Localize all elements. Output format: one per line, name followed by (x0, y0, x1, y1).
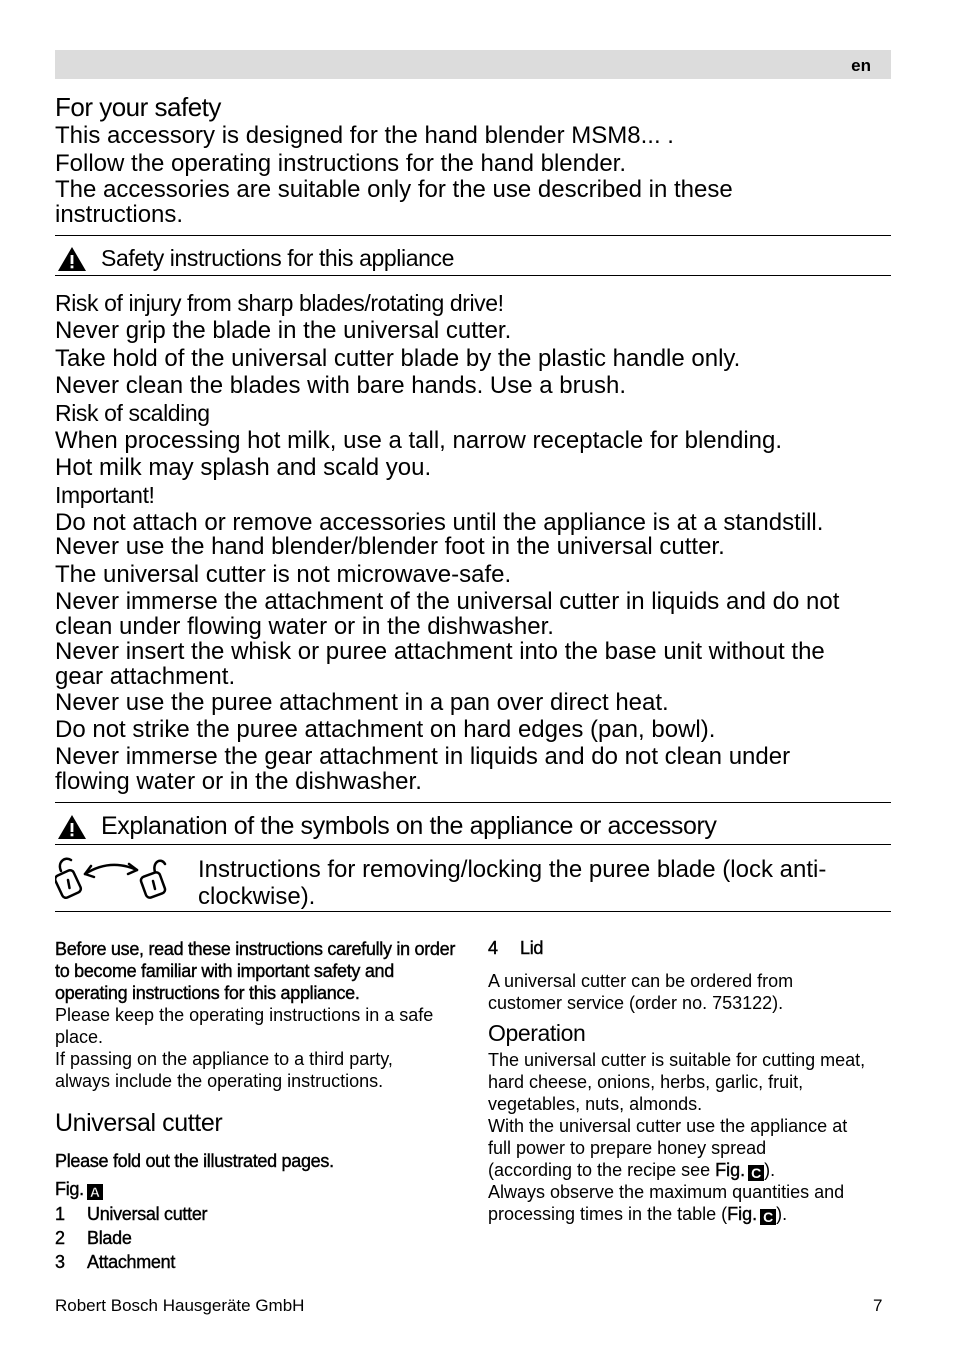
important-line: The universal cutter is not microwave-safe. (55, 561, 512, 588)
risk-blades-line: Never clean the blades with bare hands. Use a brush. (55, 372, 626, 399)
warning-icon (57, 246, 87, 272)
divider (55, 844, 891, 845)
operation-title: Operation (488, 1020, 586, 1046)
fold-out-text: Please fold out the illustrated pages. (55, 1151, 334, 1171)
symbols-title: Explanation of the symbols on the appliance or accessory (101, 812, 717, 840)
risk-blades-line: Never grip the blade in the universal cutter. (55, 317, 512, 344)
op3-end: ). (776, 1204, 788, 1224)
item-number: 1 (55, 1204, 65, 1224)
intro-text: If passing on the appliance to a third party, always include the operating instructions. (55, 1049, 393, 1091)
divider (55, 911, 891, 912)
left-column (55, 938, 460, 1274)
divider (55, 235, 891, 236)
important-line: Never use the puree attachment in a pan over direct heat. (55, 688, 669, 716)
risk-scalding-heading: Risk of scalding (55, 399, 210, 426)
important-line: Never immerse the gear attachment in liquids and do not clean under flowing water or in the dishwasher. (55, 742, 791, 795)
safety-line: This accessory is designed for the hand blender MSM8... . (55, 122, 674, 149)
symbols-heading (57, 813, 716, 840)
lock-text: Instructions for removing/locking the puree blade (lock anti-clockwise). (198, 856, 827, 910)
list-item (488, 936, 890, 960)
safety-intro (55, 122, 891, 227)
fig-label: Fig. (727, 1204, 758, 1224)
right-column (488, 936, 890, 1225)
operation-text (488, 1181, 888, 1225)
op2-text: With the universal cutter use the appliance at full power to prepare honey spread (according to the recipe see (488, 1116, 848, 1180)
intro-text: Please keep the operating instructions in a safe place. (55, 1005, 434, 1047)
fig-c-box: C (748, 1165, 764, 1181)
intro-bold: Before use, read these instructions carefully in order to become familiar with important safety and operating instructions for this appliance. (55, 939, 456, 1003)
instructions-heading (57, 245, 454, 272)
list-item (55, 1202, 460, 1226)
instructions-title: Safety instructions for this appliance (101, 245, 454, 271)
cutter-title: Universal cutter (55, 1109, 223, 1137)
item-number: 4 (488, 938, 498, 958)
fig-label: Fig. (715, 1160, 746, 1180)
language-bar (55, 50, 891, 79)
op3-text: Always observe the maximum quantities and processing times in the table ( (488, 1182, 845, 1224)
divider (55, 802, 891, 803)
risk-blades-line: Take hold of the universal cutter blade by the plastic handle only. (55, 344, 741, 372)
important-line: Never immerse the attachment of the universal cutter in liquids and do not clean under flowing water or in the dishwasher. (55, 587, 840, 640)
safety-title: For your safety (55, 92, 221, 122)
important-line: Never insert the whisk or puree attachment into the base unit without the gear attachment. (55, 637, 825, 690)
instructions-body (55, 290, 895, 794)
item-label: Attachment (87, 1252, 176, 1272)
op2-end: ). (764, 1160, 776, 1180)
safety-line: Follow the operating instructions for the hand blender. (55, 149, 627, 177)
important-line: Do not strike the puree attachment on hard edges (pan, bowl). (55, 716, 716, 743)
language-code: en (851, 56, 871, 75)
divider (55, 275, 891, 276)
fig-label: Fig. (55, 1179, 84, 1199)
operation-text (488, 1115, 848, 1181)
important-heading: Important! (55, 481, 155, 508)
risk-scalding-line: Hot milk may splash and scald you. (55, 454, 432, 481)
item-label: Universal cutter (87, 1204, 208, 1224)
fig-c-box: C (760, 1209, 776, 1225)
item-number: 3 (55, 1252, 65, 1272)
operation-text: The universal cutter is suitable for cutting meat, hard cheese, onions, herbs, garlic, fruit, vegetables, nuts, almonds. (488, 1050, 866, 1114)
safety-line: The accessories are suitable only for the use described in these instructions. (55, 176, 733, 228)
important-line: Do not attach or remove accessories until the appliance is at a standstill. (55, 508, 824, 536)
risk-blades-heading: Risk of injury from sharp blades/rotating drive! (55, 290, 504, 316)
item-label: Lid (520, 938, 544, 958)
page-number: 7 (873, 1296, 883, 1315)
fig-a-ref (55, 1178, 460, 1200)
list-item (55, 1226, 460, 1250)
risk-scalding-line: When processing hot milk, use a tall, narrow receptacle for blending. (55, 426, 783, 454)
order-text: A universal cutter can be ordered from customer service (order no. 753122). (488, 971, 794, 1013)
item-number: 2 (55, 1228, 65, 1248)
important-line: Never use the hand blender/blender foot in the universal cutter. (55, 533, 725, 560)
fig-a-box: A (87, 1184, 103, 1200)
item-label: Blade (87, 1228, 132, 1248)
list-item (55, 1250, 460, 1274)
footer-company: Robert Bosch Hausgeräte GmbH (55, 1296, 305, 1315)
lock-unlock-icon (55, 852, 173, 902)
warning-icon (57, 814, 87, 840)
